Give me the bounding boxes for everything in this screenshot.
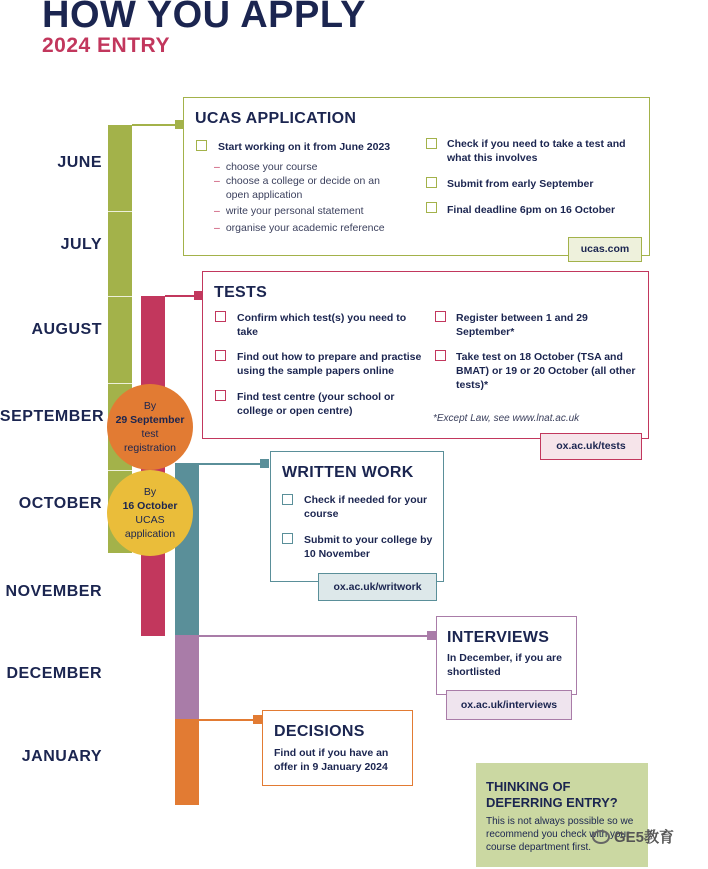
watermark-text: GE5教育 — [614, 829, 675, 846]
interviews-link[interactable]: ox.ac.uk/interviews — [446, 690, 572, 720]
decisions-timeline-bar — [175, 719, 199, 805]
month-july: JULY — [60, 236, 102, 253]
ucas-sub-item: – organise your academic reference — [214, 222, 385, 234]
written-title: WRITTEN WORK — [282, 464, 414, 481]
tests-right-item: Take test on 18 October (TSA and BMAT) or 19 or 20 October (all other tests)* — [456, 351, 636, 391]
tests-checkbox-3[interactable] — [215, 390, 226, 401]
decisions-connector-node — [253, 715, 262, 724]
page-subtitle: 2024 ENTRY — [42, 34, 170, 57]
month-august: AUGUST — [31, 321, 102, 338]
badge-date: 29 September — [115, 414, 185, 426]
ucas-checkbox-1[interactable] — [196, 140, 207, 151]
written-checkbox-2[interactable] — [282, 533, 293, 544]
tests-checkbox-2[interactable] — [215, 350, 226, 361]
chat-icon — [592, 830, 610, 844]
ucas-application-box — [183, 97, 650, 256]
decisions-title: DECISIONS — [274, 723, 365, 740]
written-connector-node — [260, 459, 269, 468]
watermark — [592, 826, 674, 847]
tests-title: TESTS — [214, 284, 268, 301]
ucas-right-item: Final deadline 6pm on 16 October — [447, 204, 616, 216]
ucas-sub-item: – write your personal statement — [214, 205, 364, 217]
written-connector — [199, 463, 261, 465]
deferring-text: This is not always possible so we recommend you check with your course department first. — [486, 816, 634, 853]
deferring-entry-panel — [476, 763, 648, 867]
ucas-sub-item: – choose your course — [214, 161, 318, 173]
written-work-box — [270, 451, 444, 582]
deferring-title: THINKING OF DEFERRING ENTRY? — [486, 779, 618, 810]
ucas-checkbox-4[interactable] — [426, 202, 437, 213]
interviews-connector-node — [427, 631, 436, 640]
badge-date: 16 October — [122, 500, 178, 512]
interviews-timeline-bar — [175, 635, 199, 719]
ucas-right-item: Submit from early September — [447, 178, 594, 190]
decisions-text: Find out if you have an offer in 9 January 2024 — [274, 747, 389, 773]
ucas-checkbox-3[interactable] — [426, 177, 437, 188]
badge-line: By — [143, 400, 157, 412]
tests-checkbox-4[interactable] — [435, 311, 446, 322]
month-june: JUNE — [57, 154, 102, 171]
badge-line: UCAS — [135, 514, 165, 526]
ucas-application-deadline-badge — [107, 470, 193, 556]
month-october: OCTOBER — [18, 495, 102, 512]
ucas-checkbox-2[interactable] — [426, 138, 437, 149]
written-item: Submit to your college by 10 November — [304, 534, 433, 560]
written-link[interactable]: ox.ac.uk/writwork — [318, 573, 437, 601]
badge-line: By — [143, 486, 157, 498]
interviews-text: In December, if you are shortlisted — [447, 652, 562, 678]
interviews-title: INTERVIEWS — [447, 629, 550, 646]
month-january: JANUARY — [21, 748, 102, 765]
tests-left-item: Find out how to prepare and practise using the sample papers online — [237, 351, 422, 377]
ucas-link[interactable]: ucas.com — [568, 237, 642, 262]
month-september: SEPTEMBER — [0, 408, 104, 425]
ucas-main-item: Start working on it from June 2023 — [218, 141, 391, 153]
badge-line: application — [124, 528, 176, 540]
tests-box — [202, 271, 649, 439]
tests-footnote: *Except Law, see www.lnat.ac.uk — [433, 413, 580, 424]
tests-checkbox-1[interactable] — [215, 311, 226, 322]
badge-line: test — [141, 428, 159, 440]
ucas-connector — [132, 124, 176, 126]
decisions-box — [262, 710, 413, 786]
month-december: DECEMBER — [6, 665, 102, 682]
tests-connector — [165, 295, 195, 297]
decisions-connector — [199, 719, 254, 721]
ucas-right-item: Check if you need to take a test and what this involves — [447, 138, 626, 164]
test-registration-deadline-badge — [107, 384, 193, 470]
tests-left-item: Confirm which test(s) you need to take — [237, 312, 407, 338]
interviews-box — [436, 616, 577, 695]
page-title: HOW YOU APPLY — [42, 0, 366, 36]
tests-left-item: Find test centre (your school or college or open centre) — [237, 391, 395, 417]
ucas-sub-item: – choose a college or decide on an open application — [214, 175, 380, 201]
month-november: NOVEMBER — [5, 583, 102, 600]
ucas-title: UCAS APPLICATION — [195, 110, 357, 127]
tests-right-item: Register between 1 and 29 September* — [456, 312, 588, 338]
badge-line: registration — [124, 442, 176, 454]
interviews-connector — [199, 635, 427, 637]
written-checkbox-1[interactable] — [282, 494, 293, 505]
tests-checkbox-5[interactable] — [435, 350, 446, 361]
tests-link[interactable]: ox.ac.uk/tests — [540, 433, 642, 460]
written-item: Check if needed for your course — [304, 494, 428, 520]
